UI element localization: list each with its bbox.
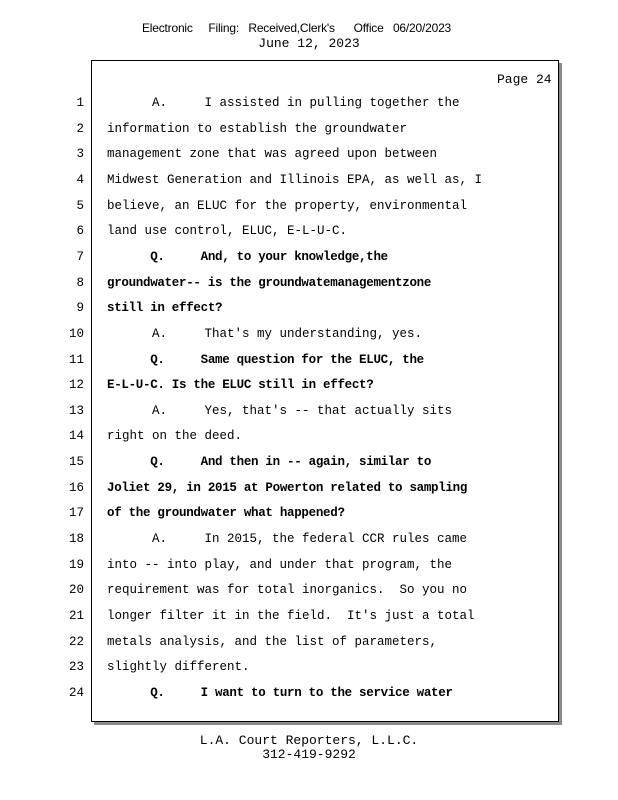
line-text: land use control, ELUC, E-L-U-C.	[107, 224, 348, 239]
line-text: slightly different.	[107, 660, 250, 675]
line-number: 6	[76, 224, 84, 239]
transcript-line	[0, 426, 618, 446]
transcript-line	[0, 580, 618, 600]
line-number: 13	[68, 403, 84, 418]
line-text: Joliet 29, in 2015 at Powerton related to sampling	[107, 480, 468, 495]
line-number: 7	[76, 249, 84, 264]
line-number: 18	[68, 532, 84, 547]
transcript-line	[0, 657, 618, 677]
line-number: 11	[68, 352, 84, 367]
transcript-line	[0, 401, 618, 421]
line-text: E-L-U-C. Is the ELUC still in effect?	[107, 378, 374, 393]
transcript-line	[0, 170, 618, 190]
line-number: 24	[68, 685, 84, 700]
transcript-line	[0, 196, 618, 216]
footer-phone: 312-419-9292	[262, 747, 356, 762]
line-text: into -- into play, and under that program, the	[107, 557, 453, 572]
line-number: 21	[68, 609, 84, 623]
header-date: June 12, 2023	[258, 36, 360, 51]
line-text: A. In 2015, the federal CCR rules came	[107, 532, 468, 547]
line-text: Q. And, to your knowledge,the	[107, 249, 388, 264]
line-number: 10	[68, 326, 84, 341]
line-number: 14	[68, 429, 84, 444]
line-number: 19	[68, 557, 84, 572]
transcript-line	[0, 350, 618, 370]
line-text: A. That's my understanding, yes.	[107, 326, 423, 341]
transcript-line	[0, 221, 618, 241]
transcript-line	[0, 273, 618, 293]
transcript-line	[0, 247, 618, 267]
line-text: Midwest Generation and Illinois EPA, as well as, I	[107, 172, 483, 187]
transcript-line	[0, 529, 618, 549]
line-text: believe, an ELUC for the property, environmental	[107, 198, 468, 213]
line-text: Q. Same question for the ELUC, the	[107, 352, 424, 367]
line-text: still in effect?	[107, 301, 223, 316]
transcript-line	[0, 375, 618, 395]
line-text: information to establish the groundwater	[107, 121, 408, 136]
transcript-line	[0, 503, 618, 523]
line-number: 5	[76, 198, 84, 213]
filing-stamp: Electronic Filing: Received,Clerk's Office 06/20/2023	[142, 21, 452, 35]
line-text: requirement was for total inorganics. So you no	[107, 583, 468, 598]
line-number: 16	[68, 480, 84, 495]
line-text: longer filter it in the field. It's just a total	[107, 609, 475, 623]
line-text: A. I assisted in pulling together the	[107, 96, 460, 110]
transcript-line	[0, 144, 618, 164]
footer-company: L.A. Court Reporters, L.L.C.	[199, 733, 419, 748]
transcript-line	[0, 632, 618, 652]
line-text: metals analysis, and the list of parameters,	[107, 634, 438, 649]
line-text: Q. I want to turn to the service water	[107, 685, 453, 700]
line-number: 23	[68, 660, 84, 675]
line-number: 22	[68, 634, 84, 649]
line-number: 20	[68, 583, 84, 598]
transcript-line	[0, 606, 618, 626]
line-text: of the groundwater what happened?	[107, 506, 345, 521]
transcript-line	[0, 452, 618, 472]
line-text: management zone that was agreed upon between	[107, 147, 438, 162]
transcript-line	[0, 324, 618, 344]
line-text: right on the deed.	[107, 429, 243, 444]
line-text: Q. And then in -- again, similar to	[107, 455, 432, 470]
line-number: 17	[68, 506, 84, 521]
transcript-line	[0, 555, 618, 575]
line-number: 3	[76, 147, 84, 162]
line-number: 15	[68, 455, 84, 470]
transcript-line	[0, 93, 618, 113]
line-number: 2	[76, 121, 84, 136]
line-number: 9	[76, 301, 84, 316]
transcript-line	[0, 119, 618, 139]
line-number: 4	[76, 172, 84, 187]
line-number: 1	[76, 96, 84, 110]
line-text: groundwater-- is the groundwatemanagementzone	[107, 275, 432, 290]
line-number: 12	[68, 378, 84, 393]
line-text: A. Yes, that's -- that actually sits	[107, 403, 453, 418]
line-number: 8	[76, 275, 84, 290]
transcript-line	[0, 683, 618, 703]
transcript-line	[0, 298, 618, 318]
transcript-line	[0, 478, 618, 498]
page-number: Page 24	[497, 72, 552, 87]
